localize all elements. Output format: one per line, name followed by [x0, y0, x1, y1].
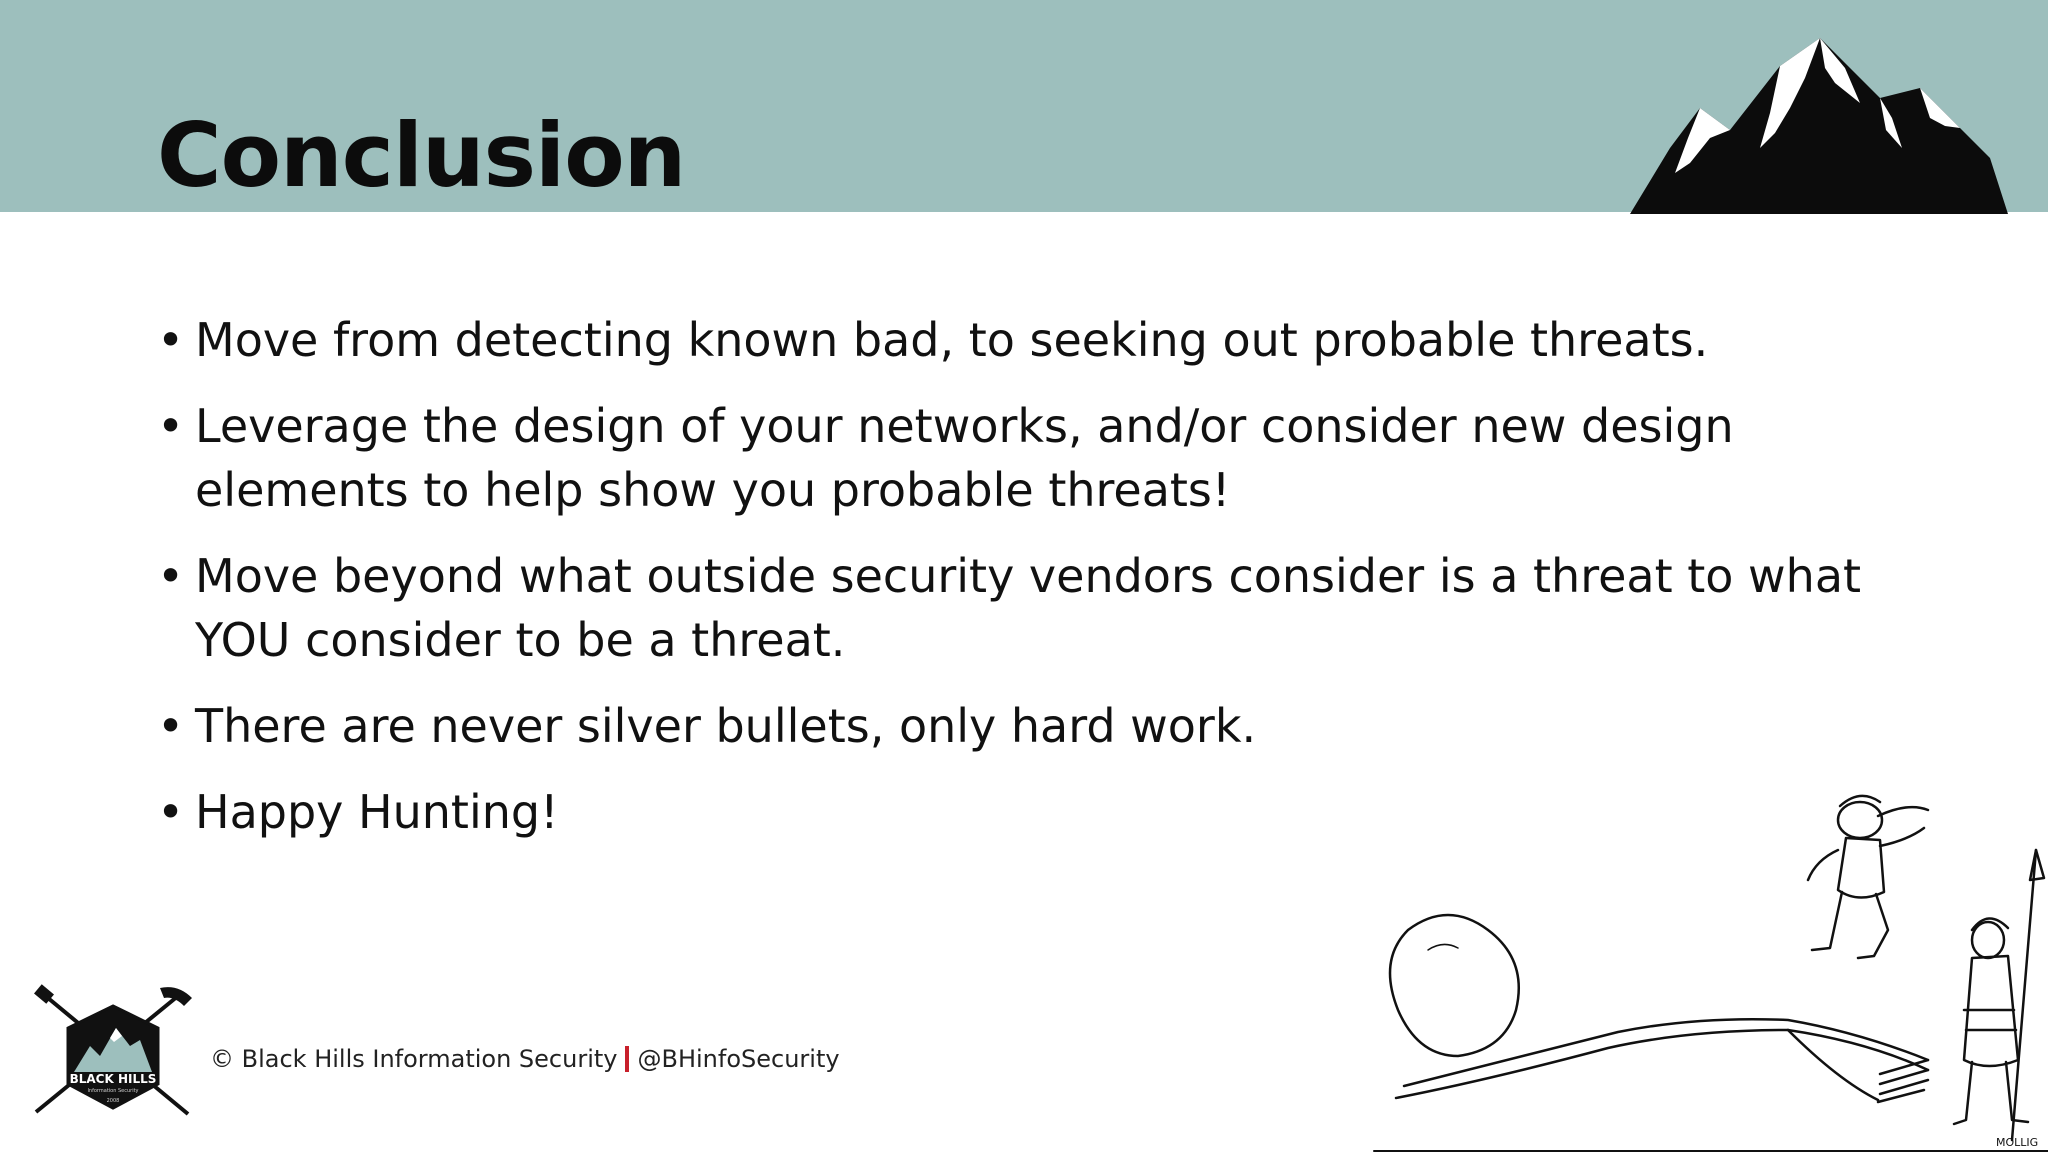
footer-credit [210, 1043, 840, 1075]
footer-handle: @BHinfoSecurity [637, 1045, 840, 1073]
pickaxe-head [160, 987, 192, 1006]
bullet-text: Leverage the design of your networks, and/or consider new design elements to help show you probable threats! [195, 399, 1734, 517]
fork-tines [1788, 1030, 1928, 1102]
cartoon-signature: MOLLIG [1996, 1136, 2039, 1149]
cartoon-illustration [1368, 780, 2048, 1152]
mountain-icon [1630, 38, 2008, 214]
fork-handle [1396, 1030, 1928, 1098]
bullet-text: Happy Hunting! [195, 785, 559, 839]
footer-separator [625, 1046, 629, 1072]
logo-text: BLACK HILLS [69, 1072, 157, 1086]
footer-copyright: © Black Hills Information Security [210, 1045, 618, 1073]
bullet-item [157, 694, 1877, 758]
logo-year: 2008 [106, 1098, 120, 1104]
bullet-text: Move from detecting known bad, to seeking out probable threats. [195, 313, 1709, 367]
bullet-dot: • [157, 313, 185, 367]
bullet-item [157, 394, 1877, 522]
jumping-figure [1808, 796, 1928, 958]
bullet-text: Move beyond what outside security vendors consider is a threat to what YOU consider to be a threat. [195, 549, 1862, 667]
bullet-dot: • [157, 699, 185, 753]
boulder [1390, 915, 1519, 1056]
bullet-item [157, 308, 1877, 372]
bullet-dot: • [157, 399, 185, 453]
bullet-dot: • [157, 785, 185, 839]
bullet-dot: • [157, 549, 185, 603]
logo-subtext: Information Security [87, 1088, 139, 1094]
slide-title: Conclusion [157, 104, 686, 207]
bullet-text: There are never silver bullets, only hard work. [195, 699, 1257, 753]
bullet-item [157, 544, 1877, 672]
black-hills-logo [28, 984, 198, 1124]
soldier-figure [1954, 850, 2044, 1140]
